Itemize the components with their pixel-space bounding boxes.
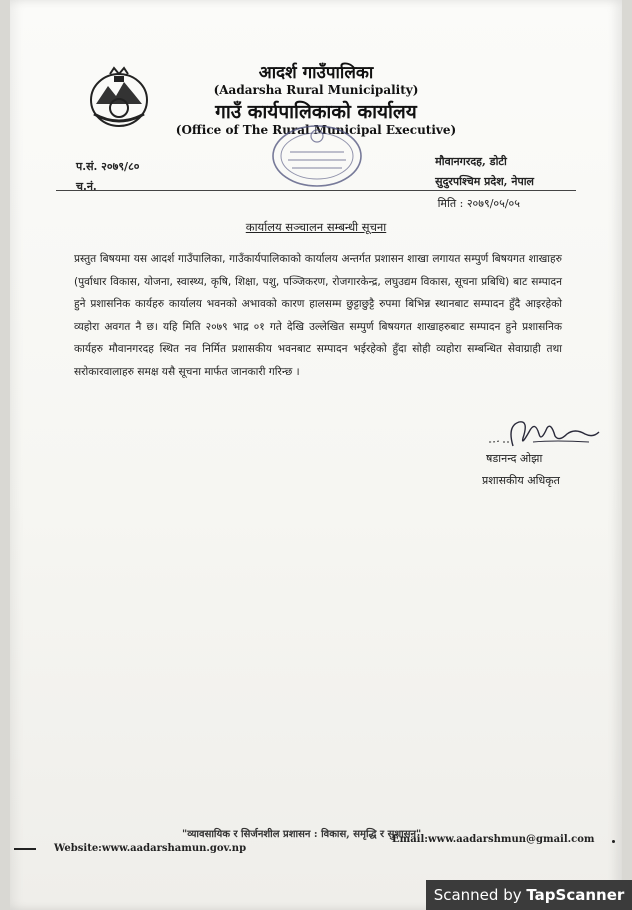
municipality-title-english: (Aadarsha Rural Municipality): [213, 83, 419, 97]
reference-block: [76, 157, 140, 197]
municipality-title-nepali: आदर्श गाउँपालिका: [258, 63, 374, 83]
signatory-title: प्रशासकीय अधिकृत: [482, 474, 560, 487]
notice-subject: कार्यालय सञ्चालन सम्बन्धी सूचना: [245, 220, 387, 234]
signatory-name: षडानन्द ओझा: [486, 452, 543, 465]
footer-dash: [14, 848, 36, 850]
address-line-1: मौवानगरदह, डोटी: [435, 155, 507, 168]
office-title-nepali: गाउँ कार्यपालिकाको कार्यालय: [215, 101, 417, 123]
footer-email: Email:www.aadarshmun@gmail.com: [392, 834, 595, 845]
letter-date: मिति : २०७९/०५/०५: [437, 197, 520, 210]
address-block: [435, 152, 534, 192]
header-divider: [56, 190, 576, 191]
scanner-watermark: [426, 880, 632, 910]
office-stamp-icon: [268, 122, 366, 190]
footer-website: Website:www.aadarshamun.gov.np: [54, 843, 247, 854]
signature-icon: [485, 412, 605, 456]
footer-dot: [612, 840, 615, 843]
dispatch-number: च.नं.: [76, 180, 97, 193]
watermark-brand: TapScanner: [526, 886, 625, 904]
address-line-2: सुदुरपश्चिम प्रदेश, नेपाल: [435, 175, 534, 188]
office-title-english: (Office of The Rural Municipal Executive): [175, 123, 457, 137]
notice-body: प्रस्तुत बिषयमा यस आदर्श गाउँपालिका, गाउँकार्यपालिकाको कार्यालय अन्तर्गत प्रशासन शाखा लगायत सम्पुर्ण बिषयगत शाखाहरु (पुर्वाधार विकास, योजना, स्वास्थ्य, कृषि, शिक्षा, पशु, पञ्जिकरण, रोजगारकेन्द्र, लघुउद्यम विकास, सूचना प्रबिधि) बाट सम्पादन हुने प्रशासनिक कार्यहरु कार्यालय भवनको अभावको कारण हालसम्म छुट्टाछुट्टै रुपमा बिभिन्न स्थानबाट सम्पादन हुँदै आइरहेको व्यहोरा अवगत नै छ। यहि मिति २०७९ भाद्र ०१ गते देखि उल्लेखित सम्पुर्ण बिषयगत शाखाहरुबाट सम्पादन हुने प्रशासनिक कार्यहरु मौवानगरदह स्थित नव निर्मित प्रशासकीय भवनबाट सम्पादन भईरहेको हुँदा सोही व्यहोरा सम्बन्धित सेवाग्राही तथा सरोकारवालाहरु समक्ष यसै सूचना मार्फत जानकारी गरिन्छ ।: [74, 253, 562, 378]
watermark-prefix: Scanned by: [433, 886, 527, 904]
footer-motto: "व्यावसायिक र सिर्जनशील प्रशासन : विकास, समृद्धि र सुशासन": [182, 829, 422, 840]
reference-number: प.सं. २०७९/८०: [76, 160, 140, 173]
